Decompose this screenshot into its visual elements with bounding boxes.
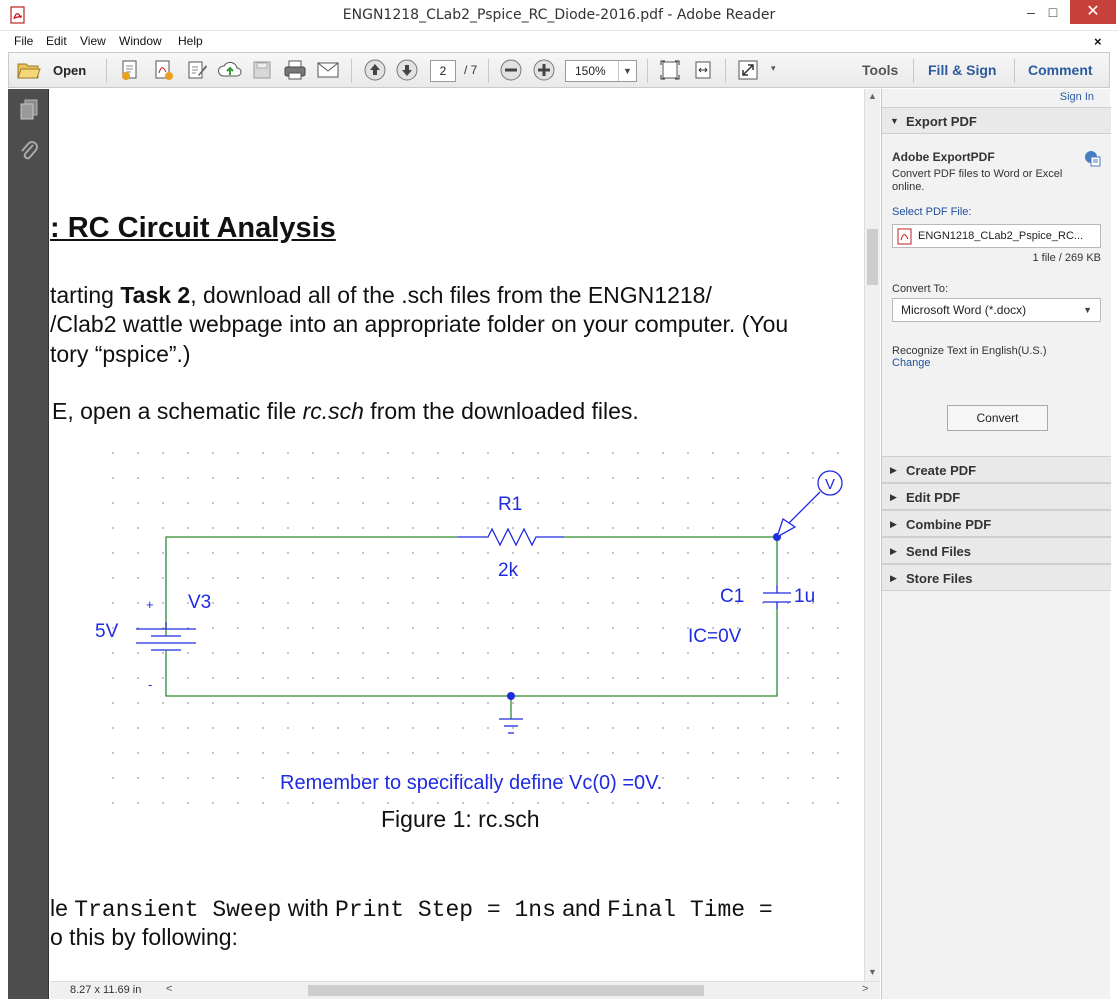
menu-file[interactable]: File bbox=[14, 34, 34, 48]
menu-view[interactable]: View bbox=[80, 34, 106, 48]
text-run: tarting bbox=[50, 282, 121, 308]
page-thumbnails-icon[interactable] bbox=[18, 98, 40, 122]
minimize-button[interactable]: – bbox=[1027, 4, 1035, 20]
recognize-text-label: Recognize Text in English(U.S.) bbox=[892, 345, 1047, 357]
scroll-up-icon[interactable]: ▲ bbox=[868, 91, 877, 101]
comment-pane-button[interactable]: Comment bbox=[1028, 62, 1093, 78]
combine-pdf-section-header[interactable] bbox=[882, 510, 1111, 537]
zoom-level-select[interactable] bbox=[565, 60, 637, 82]
full-screen-icon[interactable] bbox=[736, 58, 760, 82]
tools-pane bbox=[881, 89, 1110, 999]
collapse-triangle-icon: ▼ bbox=[890, 116, 899, 126]
toolbar-separator bbox=[913, 59, 914, 83]
pdf-file-icon bbox=[897, 228, 913, 245]
text-run: E, open a schematic file bbox=[52, 398, 303, 424]
open-folder-icon[interactable] bbox=[17, 58, 41, 82]
customize-toolbar-icon[interactable]: ▾ bbox=[771, 63, 776, 73]
export-title: Adobe ExportPDF bbox=[892, 150, 995, 164]
rc-schematic bbox=[50, 439, 864, 809]
scroll-right-icon[interactable]: > bbox=[862, 983, 869, 995]
menu-help[interactable]: Help bbox=[178, 34, 203, 48]
minus-sign: - bbox=[148, 677, 153, 692]
edit-pdf-section-header[interactable] bbox=[882, 483, 1111, 510]
toolbar-separator bbox=[488, 59, 489, 83]
junction-node bbox=[507, 692, 515, 700]
email-icon[interactable] bbox=[316, 58, 340, 82]
menu-bar bbox=[0, 31, 1118, 51]
document-close-button[interactable]: × bbox=[1094, 34, 1102, 49]
zoom-out-icon[interactable] bbox=[499, 58, 523, 82]
file-count-size: 1 file / 269 KB bbox=[1032, 252, 1101, 264]
text-run: with bbox=[281, 895, 336, 921]
chevron-down-icon: ▼ bbox=[1083, 305, 1092, 315]
convert-format-value: Microsoft Word (*.docx) bbox=[901, 303, 1027, 317]
text-run: and bbox=[555, 895, 608, 921]
close-button[interactable]: ✕ bbox=[1070, 0, 1116, 24]
paragraph-line: o this by following: bbox=[50, 924, 238, 950]
paragraph-line bbox=[50, 282, 712, 309]
previous-page-icon[interactable] bbox=[363, 58, 387, 82]
zoom-in-icon[interactable] bbox=[532, 58, 556, 82]
window-title: ENGN1218_CLab2_Pspice_RC_Diode-2016.pdf - Adobe Reader bbox=[342, 7, 776, 23]
create-pdf-icon[interactable] bbox=[118, 58, 142, 82]
select-file-label: Select PDF File: bbox=[892, 206, 972, 218]
section-label: Export PDF bbox=[906, 114, 977, 129]
resistor-label: R1 bbox=[498, 494, 523, 515]
resistor-value: 2k bbox=[498, 560, 519, 581]
convert-button[interactable]: Convert bbox=[947, 405, 1048, 431]
store-files-section-header[interactable] bbox=[882, 564, 1111, 591]
page-total: / 7 bbox=[464, 63, 478, 77]
export-pdf-section-header[interactable] bbox=[882, 107, 1111, 134]
toolbar-separator bbox=[647, 59, 648, 83]
expand-triangle-icon: ▶ bbox=[890, 546, 897, 556]
code-text-run: Final Time = bbox=[607, 897, 773, 923]
next-page-icon[interactable] bbox=[395, 58, 419, 82]
toolbar-separator bbox=[1014, 59, 1015, 83]
expand-triangle-icon: ▶ bbox=[890, 465, 897, 475]
fill-and-sign-pane-button[interactable]: Fill & Sign bbox=[928, 62, 997, 78]
paragraph-line: /Clab2 wattle webpage into an appropriate folder on your computer. (You bbox=[50, 311, 789, 337]
section-heading: : RC Circuit Analysis bbox=[50, 212, 336, 244]
expand-triangle-icon: ▶ bbox=[890, 573, 897, 583]
page-number-input[interactable]: 2 bbox=[430, 60, 456, 82]
save-icon[interactable] bbox=[250, 58, 274, 82]
chevron-down-icon[interactable]: ▼ bbox=[618, 61, 636, 81]
section-label: Send Files bbox=[906, 544, 972, 559]
create-pdf-section-header[interactable] bbox=[882, 456, 1111, 483]
convert-format-select[interactable] bbox=[892, 298, 1101, 322]
source-value: 5V bbox=[95, 621, 119, 642]
capacitor-initial-condition: IC=0V bbox=[688, 626, 742, 647]
send-files-section-header[interactable] bbox=[882, 537, 1111, 564]
plus-sign: + bbox=[146, 597, 154, 612]
tools-pane-button[interactable]: Tools bbox=[862, 62, 899, 78]
document-view[interactable] bbox=[50, 89, 864, 981]
change-language-link[interactable]: Change bbox=[892, 357, 931, 369]
source-label: V3 bbox=[188, 592, 212, 613]
text-run: le bbox=[50, 895, 75, 921]
title-bar bbox=[0, 0, 1118, 31]
maximize-button[interactable]: □ bbox=[1048, 4, 1058, 20]
menu-edit[interactable]: Edit bbox=[46, 34, 67, 48]
selected-file-name: ENGN1218_CLab2_Pspice_RC... bbox=[918, 230, 1084, 242]
print-icon[interactable] bbox=[283, 58, 307, 82]
toolbar bbox=[8, 52, 1110, 88]
capacitor-value: 1u bbox=[794, 586, 816, 607]
scroll-left-icon[interactable]: < bbox=[166, 983, 173, 995]
scroll-down-icon[interactable]: ▼ bbox=[868, 967, 877, 977]
toolbar-separator bbox=[351, 59, 352, 83]
fit-page-icon[interactable] bbox=[658, 58, 682, 82]
attachments-icon[interactable] bbox=[18, 139, 40, 163]
open-button[interactable]: Open bbox=[53, 63, 87, 78]
zoom-level-value: 150% bbox=[575, 64, 606, 78]
selected-file-field[interactable] bbox=[892, 224, 1101, 248]
paragraph-line bbox=[52, 398, 639, 425]
probe-label: V bbox=[824, 476, 836, 493]
convert-to-label: Convert To: bbox=[892, 283, 949, 295]
section-label: Create PDF bbox=[906, 463, 977, 478]
section-label: Combine PDF bbox=[906, 517, 992, 532]
expand-triangle-icon: ▶ bbox=[890, 492, 897, 502]
paragraph-line: tory “pspice”.) bbox=[50, 341, 191, 367]
scroll-thumb[interactable] bbox=[867, 229, 878, 285]
menu-window[interactable]: Window bbox=[119, 34, 162, 48]
paragraph-line bbox=[50, 895, 773, 923]
horizontal-scrollbar[interactable] bbox=[50, 981, 880, 999]
export-pdf-icon[interactable] bbox=[152, 58, 176, 82]
italic-text-run: rc.sch bbox=[302, 398, 364, 424]
section-label: Store Files bbox=[906, 571, 973, 586]
code-text-run: Transient Sweep bbox=[74, 897, 282, 923]
vertical-scrollbar[interactable] bbox=[864, 89, 880, 981]
fit-width-icon[interactable] bbox=[691, 58, 715, 82]
sign-in-link[interactable]: Sign In bbox=[1059, 91, 1094, 103]
toolbar-separator bbox=[106, 59, 107, 83]
toolbar-separator bbox=[725, 59, 726, 83]
expand-triangle-icon: ▶ bbox=[890, 519, 897, 529]
scroll-thumb[interactable] bbox=[308, 985, 704, 996]
page-size-readout: 8.27 x 11.69 in bbox=[70, 984, 142, 996]
export-info-icon[interactable] bbox=[1083, 149, 1101, 167]
text-run: , download all of the .sch files from the ENGN1218/ bbox=[190, 282, 712, 308]
schematic-note: Remember to specifically define Vc(0) =0V. bbox=[280, 772, 663, 794]
capacitor-label: C1 bbox=[720, 586, 745, 607]
export-pdf-panel bbox=[882, 137, 1111, 456]
export-description: Convert PDF files to Word or Excel online. bbox=[892, 168, 1063, 193]
section-label: Edit PDF bbox=[906, 490, 961, 505]
navigation-pane bbox=[8, 89, 49, 999]
text-run: from the downloaded files. bbox=[363, 398, 639, 424]
bold-text-run: Task 2 bbox=[120, 282, 191, 308]
figure-caption: Figure 1: rc.sch bbox=[381, 806, 540, 832]
code-text-run: Print Step = 1ns bbox=[335, 897, 556, 923]
cloud-upload-icon[interactable] bbox=[218, 58, 242, 82]
edit-text-icon[interactable] bbox=[185, 58, 209, 82]
